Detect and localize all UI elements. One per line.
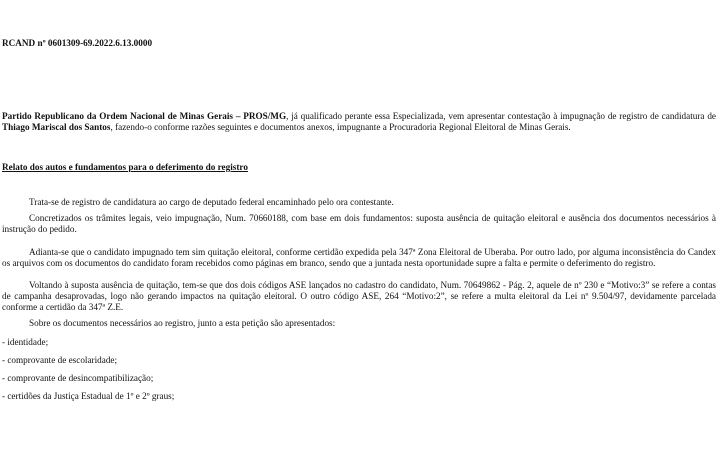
paragraph-request: Trata-se de registro de candidatura ao cargo de deputado federal encaminhado pelo ora contestante. (29, 197, 394, 207)
paragraph-documents: Sobre os documentos necessários ao registro, junto a esta petição são apresentados: (29, 318, 336, 328)
list-item: - comprovante de desincompatibilização; (2, 373, 154, 383)
candidate-name: Thiago Mariscal dos Santos (2, 122, 111, 132)
paragraph-ase-codes: Voltando à suposta ausência de quitação, tem-se que dos dois códigos ASE lançados no cadastro do candidato, Num. 70649862 - Pág. 2, aquele de nº 230 e “Motivo:3” se refere a contas de campanha desaprovadas, logo não gerando impactos na quitação eleitoral. O outro código ASE, 264 “Motivo:2”, se refere a multa eleitoral da Lei nº 9.504/97, devidamente parcelada conforme a certidão da 347ª Z.E. (2, 280, 716, 312)
list-item: - certidões da Justiça Estadual de 1º e 2º graus; (2, 391, 175, 401)
intro-paragraph (2, 111, 716, 133)
section-title: Relato dos autos e fundamentos para o deferimento do registro (2, 162, 248, 172)
paragraph-impugnation: Concretizados os trâmites legais, veio impugnação, Num. 70660188, com base em dois fundamentos: suposta ausência de quitação eleitoral e ausência dos documentos necessários à instrução do pedido. (2, 213, 716, 234)
party-name: Partido Republicano da Ordem Nacional de Minas Gerais – PROS/MG (2, 111, 287, 121)
intro-text-1: , já qualificado perante essa Especializada, vem apresentar contestação à impugnação de registro de candidatura de (286, 111, 716, 121)
list-item: - comprovante de escolaridade; (2, 355, 118, 365)
paragraph-quitacao: Adianta-se que o candidato impugnado tem sim quitação eleitoral, conforme certidão expedida pela 347ª Zona Eleitoral de Uberaba. Por outro lado, por alguma inconsistência do Candex os arquivos com os documentos do candidato foram recebidos como páginas em branco, sendo que a juntada nesta oportunidade supre a falta e permite o deferimento do registro. (2, 247, 716, 268)
list-item: - identidade; (2, 337, 49, 347)
intro-text-2: , fazendo-o conforme razões seguintes e documentos anexos, impugnante a Procuradoria Regional Eleitoral de Minas Gerais. (110, 122, 571, 132)
process-number: RCAND nº 0601309-69.2022.6.13.0000 (2, 38, 153, 48)
